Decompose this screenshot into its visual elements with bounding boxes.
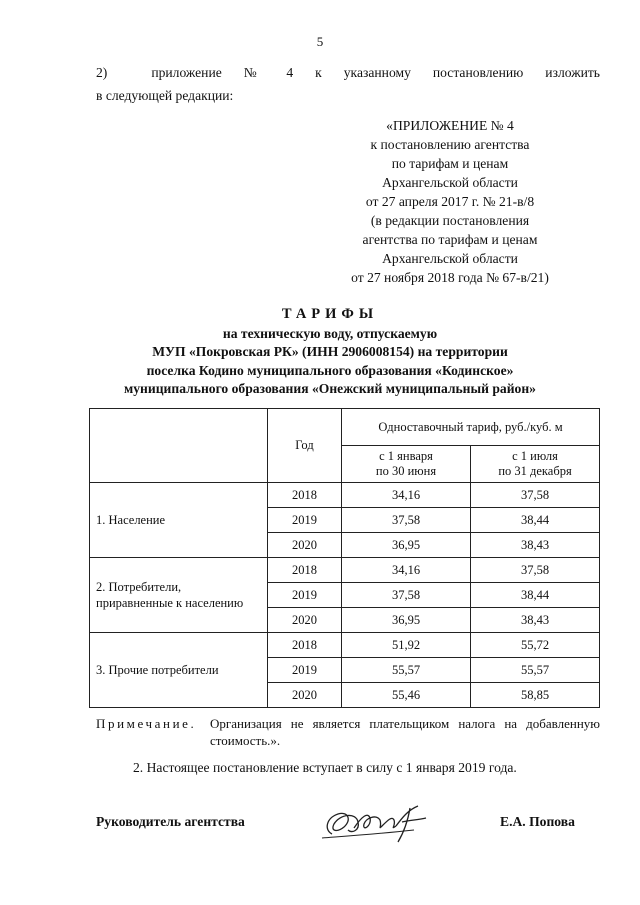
note-text — [210, 715, 600, 749]
year-cell: 2020 — [268, 533, 342, 558]
appendix-header — [330, 116, 570, 287]
year-cell: 2020 — [268, 608, 342, 633]
category-population — [90, 483, 268, 558]
header-second-half-line1: с 1 июля — [512, 449, 558, 463]
header-first-half-line2: по 30 июня — [375, 464, 437, 478]
tariff-h2-cell: 38,44 — [471, 508, 600, 533]
header-second-half-line2: по 31 декабря — [498, 464, 572, 478]
document-title — [60, 305, 600, 399]
note-line-2: стоимость.». — [210, 733, 281, 748]
year-cell: 2019 — [268, 658, 342, 683]
header-tariff-cell: Одноставочный тариф, руб./куб. м — [342, 409, 600, 446]
table-row — [90, 633, 600, 658]
title-line: МУП «Покровская РК» (ИНН 2906008154) на территории — [152, 344, 508, 359]
year-cell: 2019 — [268, 583, 342, 608]
appendix-line: Архангельской области — [382, 175, 518, 190]
category-equivalent-consumers — [90, 558, 268, 633]
tariff-h1-cell: 36,95 — [342, 608, 471, 633]
header-category-cell — [90, 409, 268, 483]
tariff-h2-cell: 58,85 — [471, 683, 600, 708]
intro-paragraph — [96, 63, 600, 106]
intro-line-2: в следующей редакции: — [96, 88, 234, 103]
tariff-h1-cell: 36,95 — [342, 533, 471, 558]
tariff-h2-cell: 55,72 — [471, 633, 600, 658]
appendix-line: «ПРИЛОЖЕНИЕ № 4 — [386, 118, 514, 133]
category-label: приравненные к населению — [96, 596, 244, 610]
appendix-line: по тарифам и ценам — [391, 156, 509, 171]
table-header-row — [90, 409, 600, 446]
page-number: 5 — [316, 34, 324, 49]
appendix-line: от 27 апреля 2017 г. № 21-в/8 — [365, 194, 535, 209]
tariff-h2-cell: 38,43 — [471, 608, 600, 633]
category-label: 1. Население — [96, 513, 166, 527]
title-main: ТАРИФЫ — [281, 306, 379, 322]
category-label: 3. Прочие потребители — [96, 663, 219, 677]
closing-paragraph: 2. Настоящее постановление вступает в силу с 1 января 2019 года. — [133, 760, 517, 775]
tariff-h2-cell: 38,43 — [471, 533, 600, 558]
intro-line-1: 2) приложение № 4 к указанному постановлению изложить — [96, 65, 600, 80]
category-other-consumers — [90, 633, 268, 708]
year-cell: 2018 — [268, 558, 342, 583]
tariff-h2-cell: 38,44 — [471, 583, 600, 608]
tariff-h2-cell: 37,58 — [471, 483, 600, 508]
tariff-h1-cell: 34,16 — [342, 558, 471, 583]
tariff-table — [89, 408, 600, 708]
title-line: на техническую воду, отпускаемую — [222, 325, 438, 341]
year-cell: 2019 — [268, 508, 342, 533]
category-label: 2. Потребители, — [96, 580, 182, 594]
header-year-cell: Год — [268, 409, 342, 483]
tariff-h1-cell: 55,57 — [342, 658, 471, 683]
header-first-half — [342, 446, 471, 483]
appendix-line: Архангельской области — [382, 251, 518, 266]
tariff-h1-cell: 37,58 — [342, 583, 471, 608]
year-cell: 2018 — [268, 483, 342, 508]
appendix-line: от 27 ноября 2018 года № 67-в/21) — [351, 270, 549, 285]
appendix-line: (в редакции постановления — [370, 213, 530, 228]
tariff-h1-cell: 51,92 — [342, 633, 471, 658]
tariff-h2-cell: 37,58 — [471, 558, 600, 583]
header-first-half-line1: с 1 января — [379, 449, 433, 463]
year-cell: 2018 — [268, 633, 342, 658]
title-line: поселка Кодино муниципального образования «Кодинское» — [146, 362, 514, 378]
tariff-h1-cell: 34,16 — [342, 483, 471, 508]
tariff-h1-cell: 37,58 — [342, 508, 471, 533]
header-second-half — [471, 446, 600, 483]
year-cell: 2020 — [268, 683, 342, 708]
table-row — [90, 483, 600, 508]
table-row — [90, 558, 600, 583]
note-label: Примечание. — [96, 716, 197, 731]
signatory-name: Е.А. Попова — [500, 814, 575, 829]
tariff-h2-cell: 55,57 — [471, 658, 600, 683]
signatory-title: Руководитель агентства — [96, 814, 245, 829]
appendix-line: к постановлению агентства — [370, 137, 530, 152]
appendix-line: агентства по тарифам и ценам — [362, 232, 538, 247]
title-line: муниципального образования «Онежский муниципальный район» — [124, 381, 536, 396]
tariff-h1-cell: 55,46 — [342, 683, 471, 708]
handwritten-signature — [318, 800, 436, 846]
note-line-1: Организация не является плательщиком налога на добавленную — [210, 716, 600, 731]
